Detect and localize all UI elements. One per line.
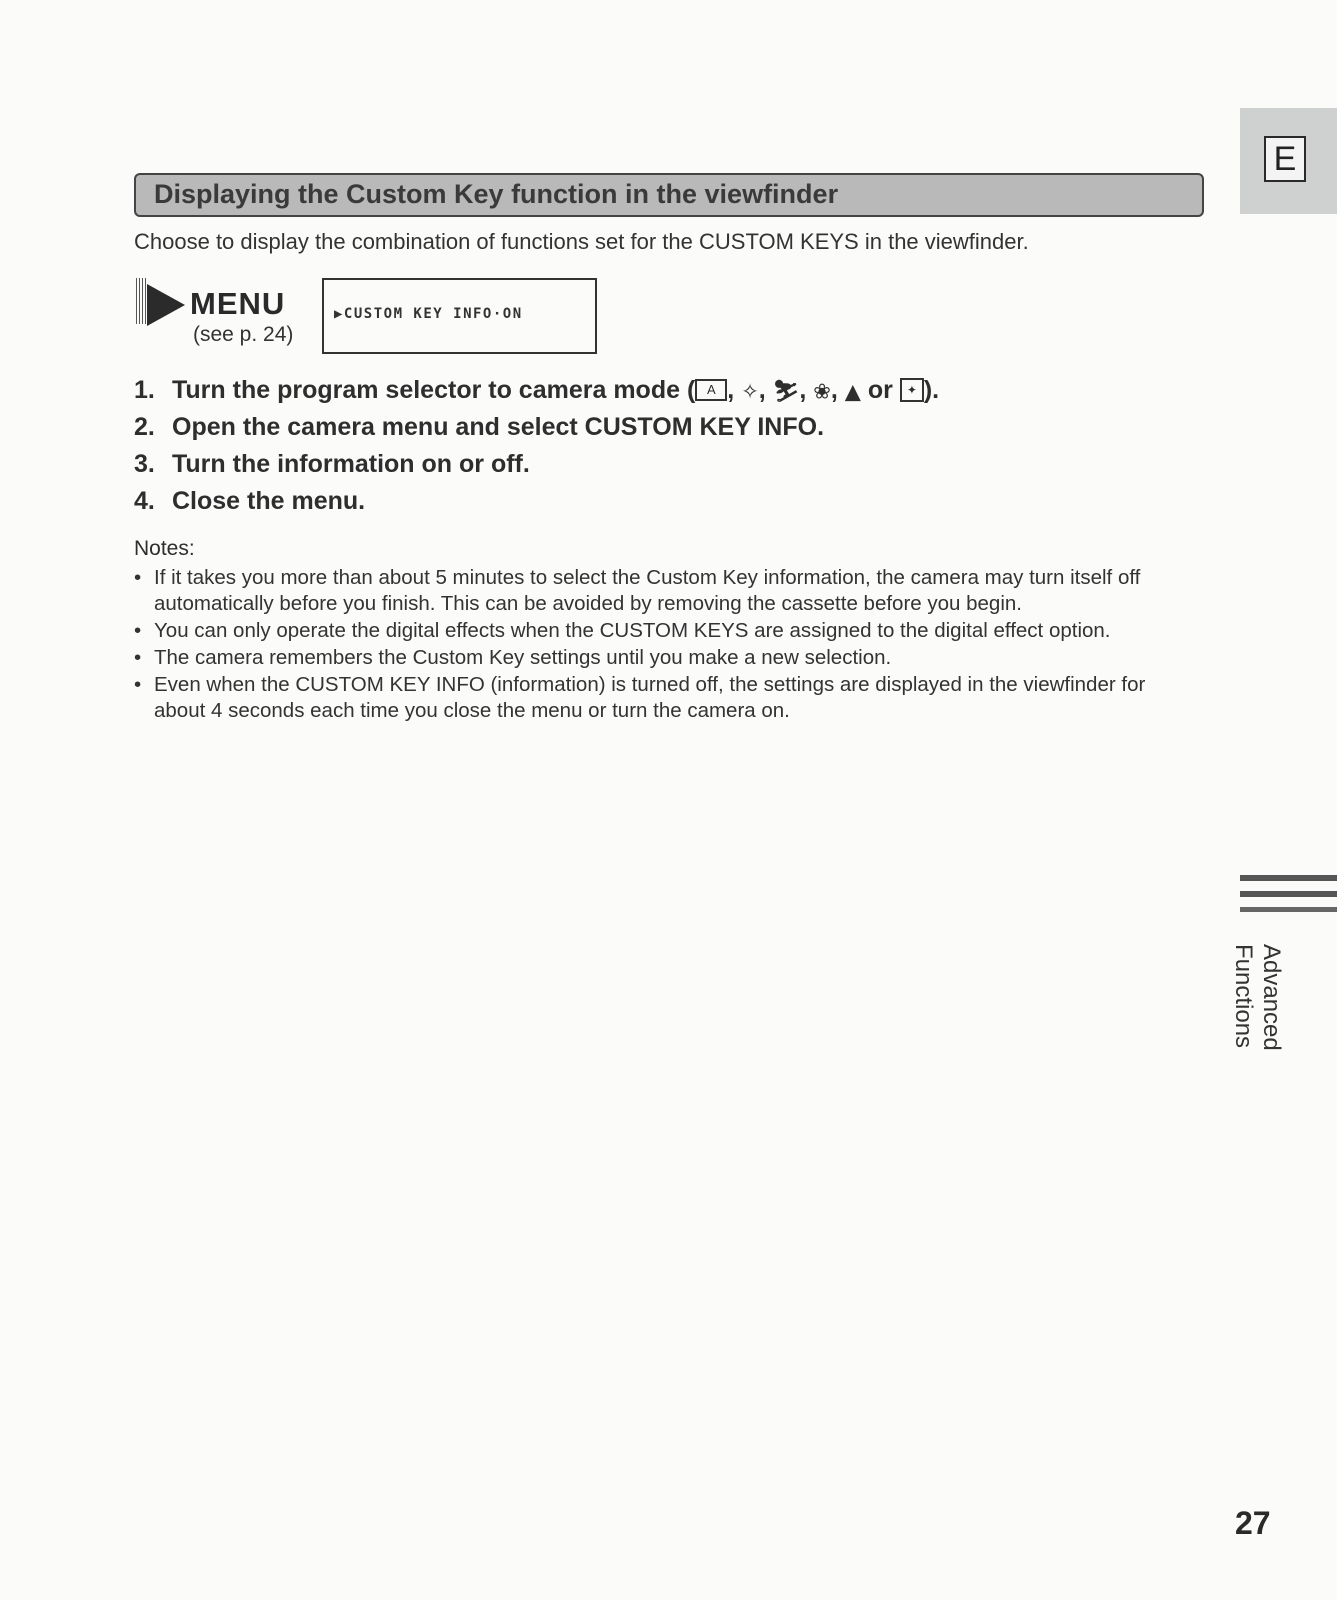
menu-reference — [134, 276, 314, 356]
step-item — [134, 450, 939, 487]
chapter-bar — [1240, 875, 1337, 881]
section-title: Displaying the Custom Key function in the viewfinder — [154, 179, 839, 209]
page-number: 27 — [1235, 1505, 1271, 1541]
step-text: Turn the information on or off. — [172, 450, 530, 478]
step-text: Turn the program selector to camera mode ( — [172, 376, 696, 404]
menu-screen-text: ▶CUSTOM KEY INFO·ON — [334, 306, 523, 322]
spotlight-mode-icon: ✧ — [741, 379, 759, 404]
step-text: Open the camera menu and select CUSTOM KEY INFO. — [172, 413, 825, 441]
note-item: • You can only operate the digital effects when the CUSTOM KEYS are assigned to the digital effect option. — [134, 619, 1111, 642]
step-number: 3. — [134, 450, 155, 478]
bullet-icon: • — [134, 619, 142, 642]
steps-list — [134, 376, 939, 524]
speed-lines-icon — [136, 278, 146, 324]
note-item: • The camera remembers the Custom Key settings until you make a new selection. — [134, 646, 892, 669]
step-number: 4. — [134, 487, 155, 515]
note-item: • Even when the CUSTOM KEY INFO (information) is turned off, the settings are displayed in the viewfinder for about 4 seconds each time you close the menu or turn the camera on. — [134, 673, 1146, 722]
chapter-label-line2: Functions — [1230, 944, 1257, 1049]
step-text: Close the menu. — [172, 487, 366, 515]
sand-snow-mode-icon: ▲ — [844, 379, 861, 404]
chapter-bar — [1240, 891, 1337, 897]
language-tab — [1240, 108, 1337, 214]
sports-mode-icon: ⛷ — [772, 378, 800, 403]
notes-list — [132, 565, 1202, 725]
menu-label: MENU — [190, 286, 286, 321]
low-light-mode-icon: ✦ — [900, 375, 924, 404]
step-item: 1. Turn the program selector to camera mode ( A , ✧, ⛷, ❀, ▲ or ✦ ). — [134, 376, 940, 404]
chapter-label — [1229, 944, 1285, 1051]
notes-heading: Notes: — [134, 537, 195, 560]
menu-screen-display — [322, 278, 597, 354]
note-item: • If it takes you more than about 5 minutes to select the Custom Key information, the camera may turn itself off automatically before you finish. This can be avoided by removing the cassette before you begin. — [134, 566, 1141, 615]
intro-text: Choose to display the combination of functions set for the CUSTOM KEYS in the viewfinder. — [134, 229, 1029, 254]
menu-page-ref: (see p. 24) — [193, 323, 294, 346]
chapter-label-line1: Advanced — [1258, 944, 1285, 1051]
section-header — [134, 173, 1204, 217]
step-item — [134, 487, 939, 524]
auto-mode-icon: A — [695, 375, 727, 404]
step-number: 2. — [134, 413, 155, 441]
portrait-mode-icon: ❀ — [813, 379, 831, 404]
chapter-marker-bars — [1240, 875, 1337, 922]
language-letter: E — [1264, 136, 1306, 182]
bullet-icon: • — [134, 646, 142, 669]
menu-arrow-icon — [147, 284, 185, 326]
bullet-icon: • — [134, 673, 142, 696]
step-item — [134, 413, 939, 450]
chapter-bar — [1240, 907, 1337, 912]
step-number: 1. — [134, 376, 155, 404]
bullet-icon: • — [134, 566, 142, 589]
